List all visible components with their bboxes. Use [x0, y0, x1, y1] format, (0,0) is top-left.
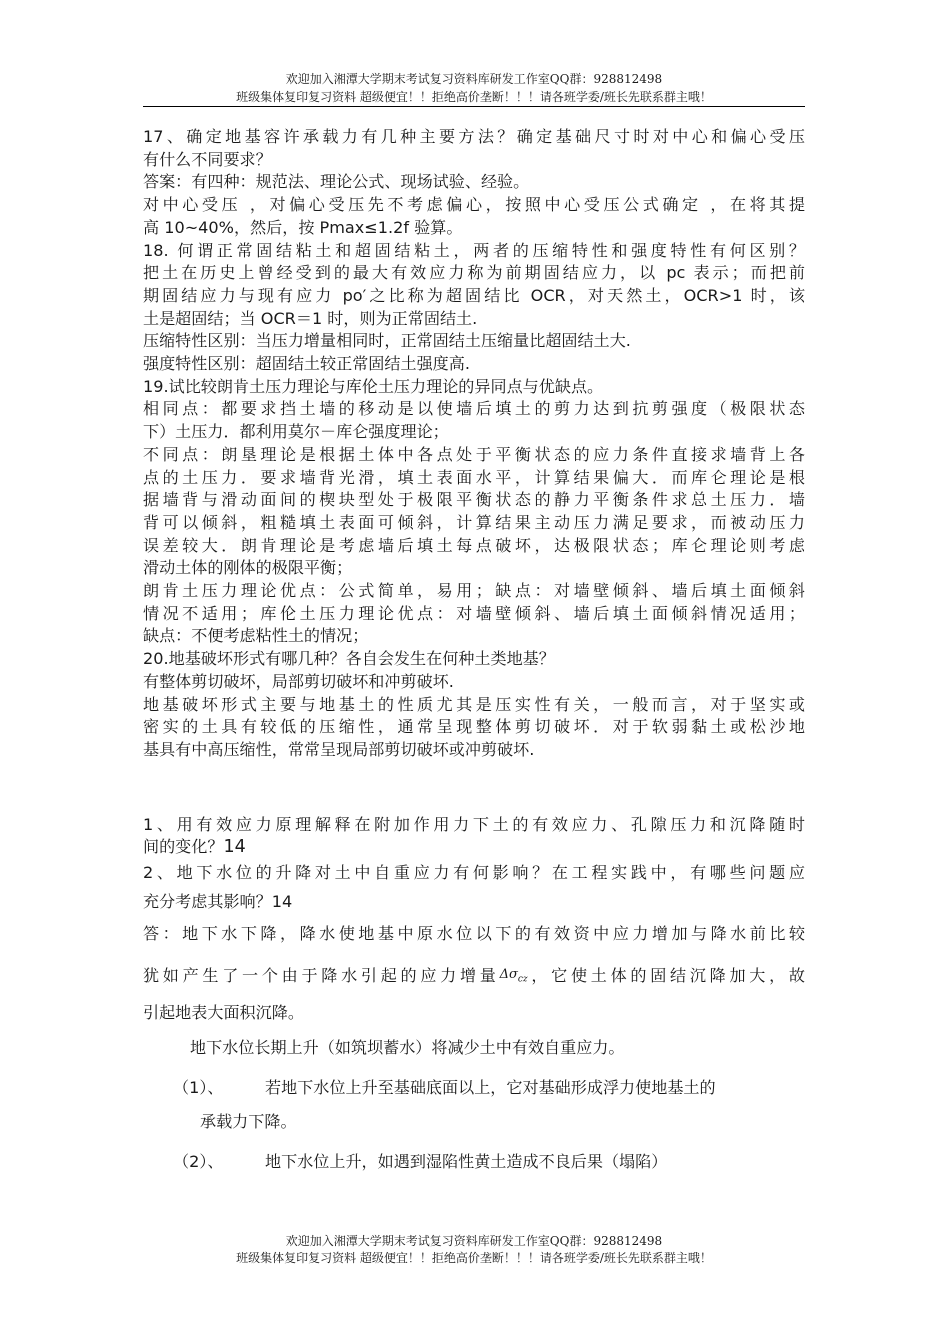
s2-item-1-cont: 承载力下降。	[200, 1112, 297, 1132]
q18-line-6: 强度特性区别：超固结土较正常固结土强度高.	[143, 354, 470, 374]
s1-page-ref: 14	[223, 837, 246, 858]
q17-answer: 答案：有四种：规范法、理论公式、现场试验、经验。	[143, 172, 530, 192]
q20-line-3: 地基破坏形式主要与地基土的性质尤其是压实性有关，一般而言，对于坚实或	[143, 694, 805, 714]
q18-line-2: 把土在历史上曾经受到的最大有效应力称为前期固结应力，以 pc 表示；而把前	[143, 263, 805, 283]
q19-line-11: 情况不适用；库伦土压力理论优点：对墙壁倾斜、墙后填土面倾斜情况适用；	[143, 603, 805, 623]
header-line-2: 班级集体复印复习资料 超级便宜！！拒绝高价垄断！！！请各班学委/班长先联系群主哦！	[236, 90, 712, 104]
section-spacer	[143, 762, 805, 814]
s2-answer-2-tail: ，它使土体的固结沉降加大，故	[527, 965, 806, 985]
q19-line-2: 相同点：都要求挡土墙的移动是以使墙后填土的剪力达到抗剪强度（极限状态	[143, 399, 805, 419]
q20-line-5: 基具有中高压缩性，常常呈现局部剪切破坏或冲剪破坏.	[143, 739, 535, 759]
s2-answer-2	[143, 955, 805, 1000]
delta-sigma-subscript: cz	[517, 974, 528, 985]
delta-sigma-main: Δσ	[499, 966, 518, 982]
s2-item-1-num: （1）、	[173, 1078, 224, 1098]
q19-line-8: 误差较大．朗肯理论是考虑墙后填土每点破坏，达极限状态；库仑理论则考虑	[143, 535, 805, 555]
s2-line-2-text: 充分考虑其影响？14	[143, 891, 293, 911]
q18-line-3: 期固结应力与现有应力 po′之比称为超固结比 OCR，对天然土，OCR>1 时，该	[143, 285, 805, 305]
q19-line-6: 据墙背与滑动面间的楔块型处于极限平衡状态的静力平衡条件求总土压力．墙	[143, 490, 805, 510]
s1-line-2	[143, 836, 805, 859]
s2-rise: 地下水位长期上升（如筑坝蓄水）将减少土中有效自重应力。	[190, 1038, 625, 1058]
q17-line-5: 高 10~40%，然后，按 Pmax≤1.2f 验算。	[143, 217, 463, 237]
q17-line-1: 17、确定地基容许承载力有几种主要方法？确定基础尺寸时对中心和偏心受压	[143, 127, 805, 146]
q19-line-9: 滑动土体的刚体的极限平衡；	[143, 558, 353, 578]
q18-title: 18. 何谓正常固结粘土和超固结粘土，两者的压缩特性和强度特性有何区别？	[143, 240, 805, 260]
q19-line-5: 点的土压力．要求墙背光滑，填土表面水平，计算结果偏大．而库仑理论是根	[143, 467, 805, 487]
footer-line-2: 班级集体复印复习资料 超级便宜！！拒绝高价垄断！！！请各班学委/班长先联系群主哦！	[236, 1251, 712, 1265]
s2-answer-2-text: 犹如产生了一个由于降水引起的应力增量	[143, 965, 500, 985]
q20-title: 20.地基破坏形式有哪几种？各自会发生在何种土类地基？	[143, 649, 555, 669]
s2-item-1	[143, 1071, 805, 1105]
s2-title: 2、地下水位的升降对土中自重应力有何影响？在工程实践中，有哪些问题应	[143, 863, 805, 883]
s2-line-2	[143, 887, 805, 917]
q19-line-4: 不同点：朗垦理论是根据土体中各点处于平衡状态的应力条件直接求墙背上各	[143, 444, 805, 464]
q19-line-10: 朗肯土压力理论优点：公式简单，易用；缺点：对墙壁倾斜、墙后填土面倾斜	[143, 581, 805, 601]
s2-item-1-text: 若地下水位上升至基础底面以上，它对基础形成浮力使地基土的	[265, 1078, 716, 1098]
q17-line-2: 有什么不同要求？	[143, 149, 272, 169]
q19-line-12: 缺点：不便考虑粘性土的情况；	[143, 626, 369, 646]
footer-line-1: 欢迎加入湘潭大学期末考试复习资料库研发工作室QQ群：928812498	[285, 1234, 663, 1248]
delta-sigma-symbol	[499, 966, 528, 985]
q18-line-4: 土是超固结；当 OCR＝1 时，则为正常固结土.	[143, 308, 478, 328]
s1-line-2-text: 间的变化？	[143, 837, 224, 857]
header-rule	[143, 106, 805, 107]
s2-item-2	[143, 1145, 805, 1179]
s2-item-2-num: （2）、	[173, 1152, 224, 1172]
q19-line-3: 下）土压力．都利用莫尔－库仑强度理论；	[143, 422, 449, 442]
s2-answer-3: 引起地表大面积沉降。	[143, 1003, 304, 1023]
q20-line-4: 密实的土具有较低的压缩性，通常呈现整体剪切破坏．对于软弱黏土或松沙地	[143, 717, 805, 737]
q19-title: 19.试比较朗肯土压力理论与库伦土压力理论的异同点与优缺点。	[143, 376, 604, 396]
q19-line-7: 背可以倾斜，粗糙填土表面可倾斜，计算结果主动压力满足要求，而被动压力	[143, 512, 805, 532]
q17-line-4: 对中心受压 ，对偏心受压先不考虑偏心，按照中心受压公式确定 ，在将其提	[143, 195, 805, 215]
document-body	[143, 126, 805, 1179]
s2-item-2-text: 地下水位上升，如遇到湿陷性黄土造成不良后果（塌陷）	[265, 1152, 668, 1172]
s2-answer-1: 答：地下水下降，降水使地基中原水位以下的有效资中应力增加与降水前比较	[143, 923, 805, 943]
header-line-1: 欢迎加入湘潭大学期末考试复习资料库研发工作室QQ群：928812498	[285, 72, 663, 86]
q20-line-2: 有整体剪切破坏，局部剪切破坏和冲剪破坏.	[143, 671, 454, 691]
s1-title: 1、用有效应力原理解释在附加作用力下土的有效应力、孔隙压力和沉降随时	[143, 814, 805, 834]
q18-line-5: 压缩特性区别：当压力增量相同时，正常固结土压缩量比超固结土大.	[143, 331, 631, 351]
